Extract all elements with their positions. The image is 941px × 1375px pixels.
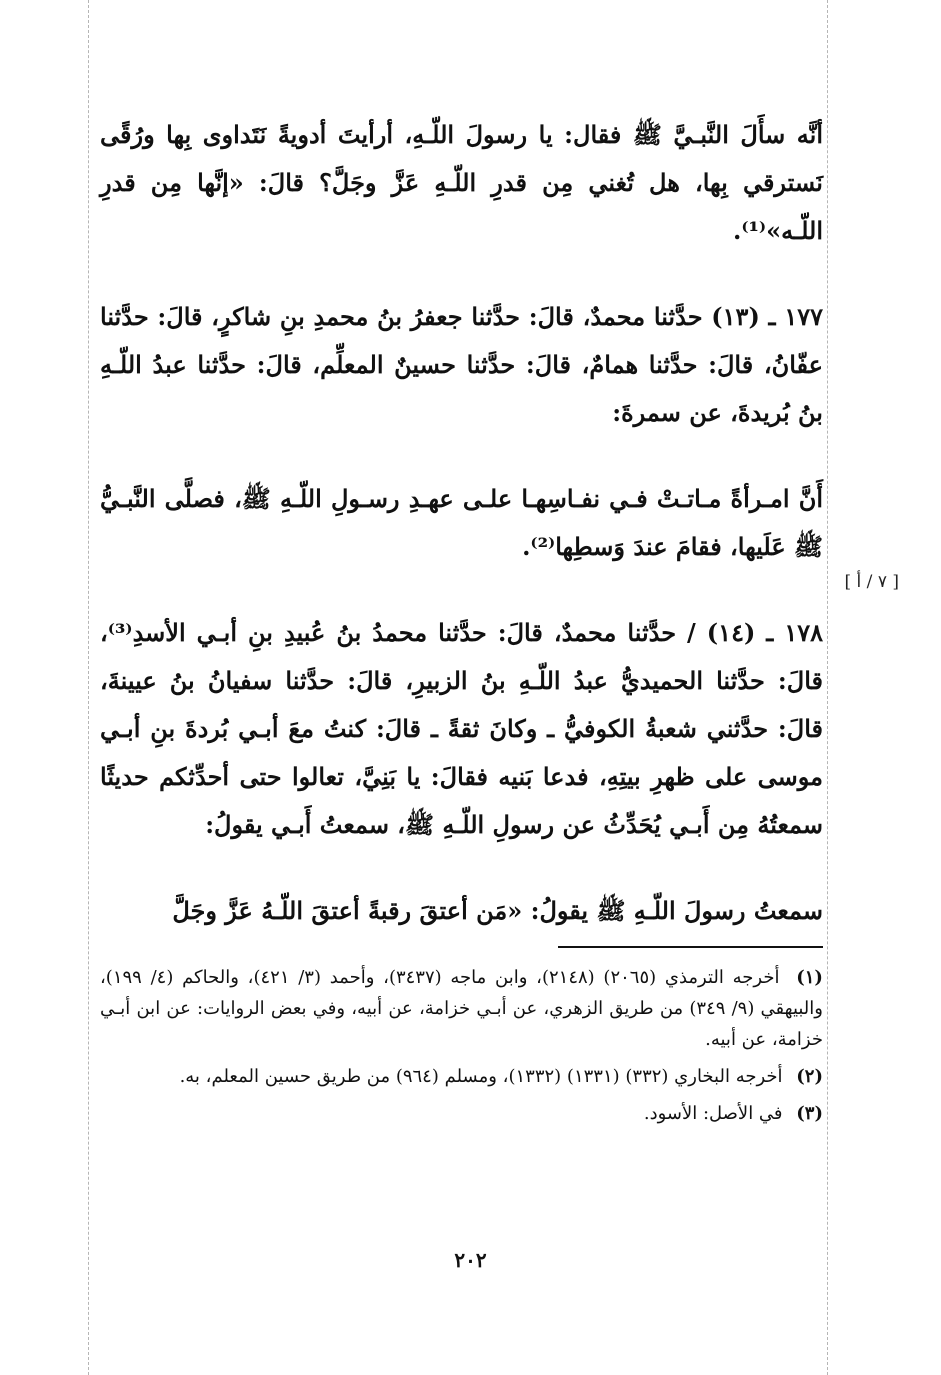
footnote-number: (١) — [796, 967, 823, 988]
footnote-item — [100, 1061, 823, 1092]
paragraph-hadith-178-isnad: ١٧٨ ـ (١٤) / حدَّثنا محمدٌ، قالَ: حدَّثنا محمدُ بنُ عُبيدِ بنِ أبـي الأسدِ⁽³⁾، قالَ: حدَّثنا الحميديُّ عبدُ اللّـهِ بنُ الزبيرِ، قالَ: حدَّثنا سفيانُ بنُ عيينةَ، قالَ: حدَّثني شعبةُ الكوفيُّ ـ وكانَ ثقةً ـ قالَ: كنتُ معَ أبـي بُردةَ بنِ أبـي موسى على ظهرِ بيتِهِ، فدعا بَنيه فقالَ: يا بَنِيَّ، تعالوا حتى أحدِّثكم حديثًا سمعتُهُ مِن أَبـي يُحَدِّثُ عن رسولِ اللّـهِ ﷺ، سمعتُ أَبـي يقولُ: — [100, 618, 823, 839]
paragraph-hadith-178-matn: سمعتُ رسولَ اللّـهِ ﷺ يقولُ: «مَن أعتقَ رقبةً أعتقَ اللّـهُ عَزَّ وجَلَّ — [172, 896, 823, 925]
manuscript-folio-marker: [ ٧ / أ ] — [844, 572, 899, 592]
footnote-number: (٣) — [796, 1103, 823, 1124]
binding-guide-right — [827, 0, 828, 1375]
footnote-number: (٢) — [796, 1066, 823, 1087]
footnote-separator — [558, 946, 823, 948]
hadith-text-block — [100, 111, 823, 935]
page-number: ٢٠٢ — [454, 1248, 487, 1272]
footnotes — [100, 962, 823, 1135]
footnote-text: أخرجه البخاري (٣٣٢) (١٣٣١) (١٣٣٢)، ومسلم (٩٦٤) من طريق حسين المعلم، به. — [179, 1066, 783, 1087]
footnote-item — [100, 1098, 823, 1129]
paragraph-hadith-176-continuation: أنَّه سأَلَ النَّبـيَّ ﷺ فقال: يا رسولَ اللّـهِ، أرأيتَ أدويةً نَتَداوى بِها ورُقًى نَسترقي بِها، هل تُغني مِن قدرِ اللّـهِ عَزَّ وجَلَّ؟ قالَ: «إنَّها مِن قدرِ اللّـه»⁽¹⁾. — [100, 120, 823, 245]
footnote-text: في الأصل: الأسود. — [643, 1103, 783, 1124]
footnote-item — [100, 962, 823, 1055]
footnote-text: أخرجه الترمذي (٢٠٦٥) (٢١٤٨)، وابن ماجه (٣٤٣٧)، وأحمد (٣/ ٤٢١)، والحاكم (٤/ ١٩٩)، والبيهقي (٩/ ٣٤٩) من طريق الزهري، عن أبـي خزامة، عن أبيه، وفي بعض الروايات: عن ابن أبـي خزامة، عن أبيه. — [100, 967, 823, 1050]
paragraph-hadith-177-matn: أَنَّ امـرأةً مـاتـتْ فـي نفـاسِهـا علـى عهـدِ رسـولِ اللّـهِ ﷺ، فصلَّى النَّبـيُّ ﷺ عَلَيها، فقامَ عندَ وَسطِها⁽²⁾. — [100, 484, 823, 561]
binding-guide-left — [88, 0, 89, 1375]
paragraph-hadith-177-isnad: ١٧٧ ـ (١٣) حدَّثنا محمدٌ، قالَ: حدَّثنا جعفرُ بنُ محمدِ بنِ شاكرٍ، قالَ: حدَّثنا عفّانُ، قالَ: حدَّثنا همامٌ، قالَ: حدَّثنا حسينٌ المعلِّم، قالَ: حدَّثنا عبدُ اللّـهِ بنُ بُريدةَ، عن سمرةَ: — [100, 302, 823, 427]
